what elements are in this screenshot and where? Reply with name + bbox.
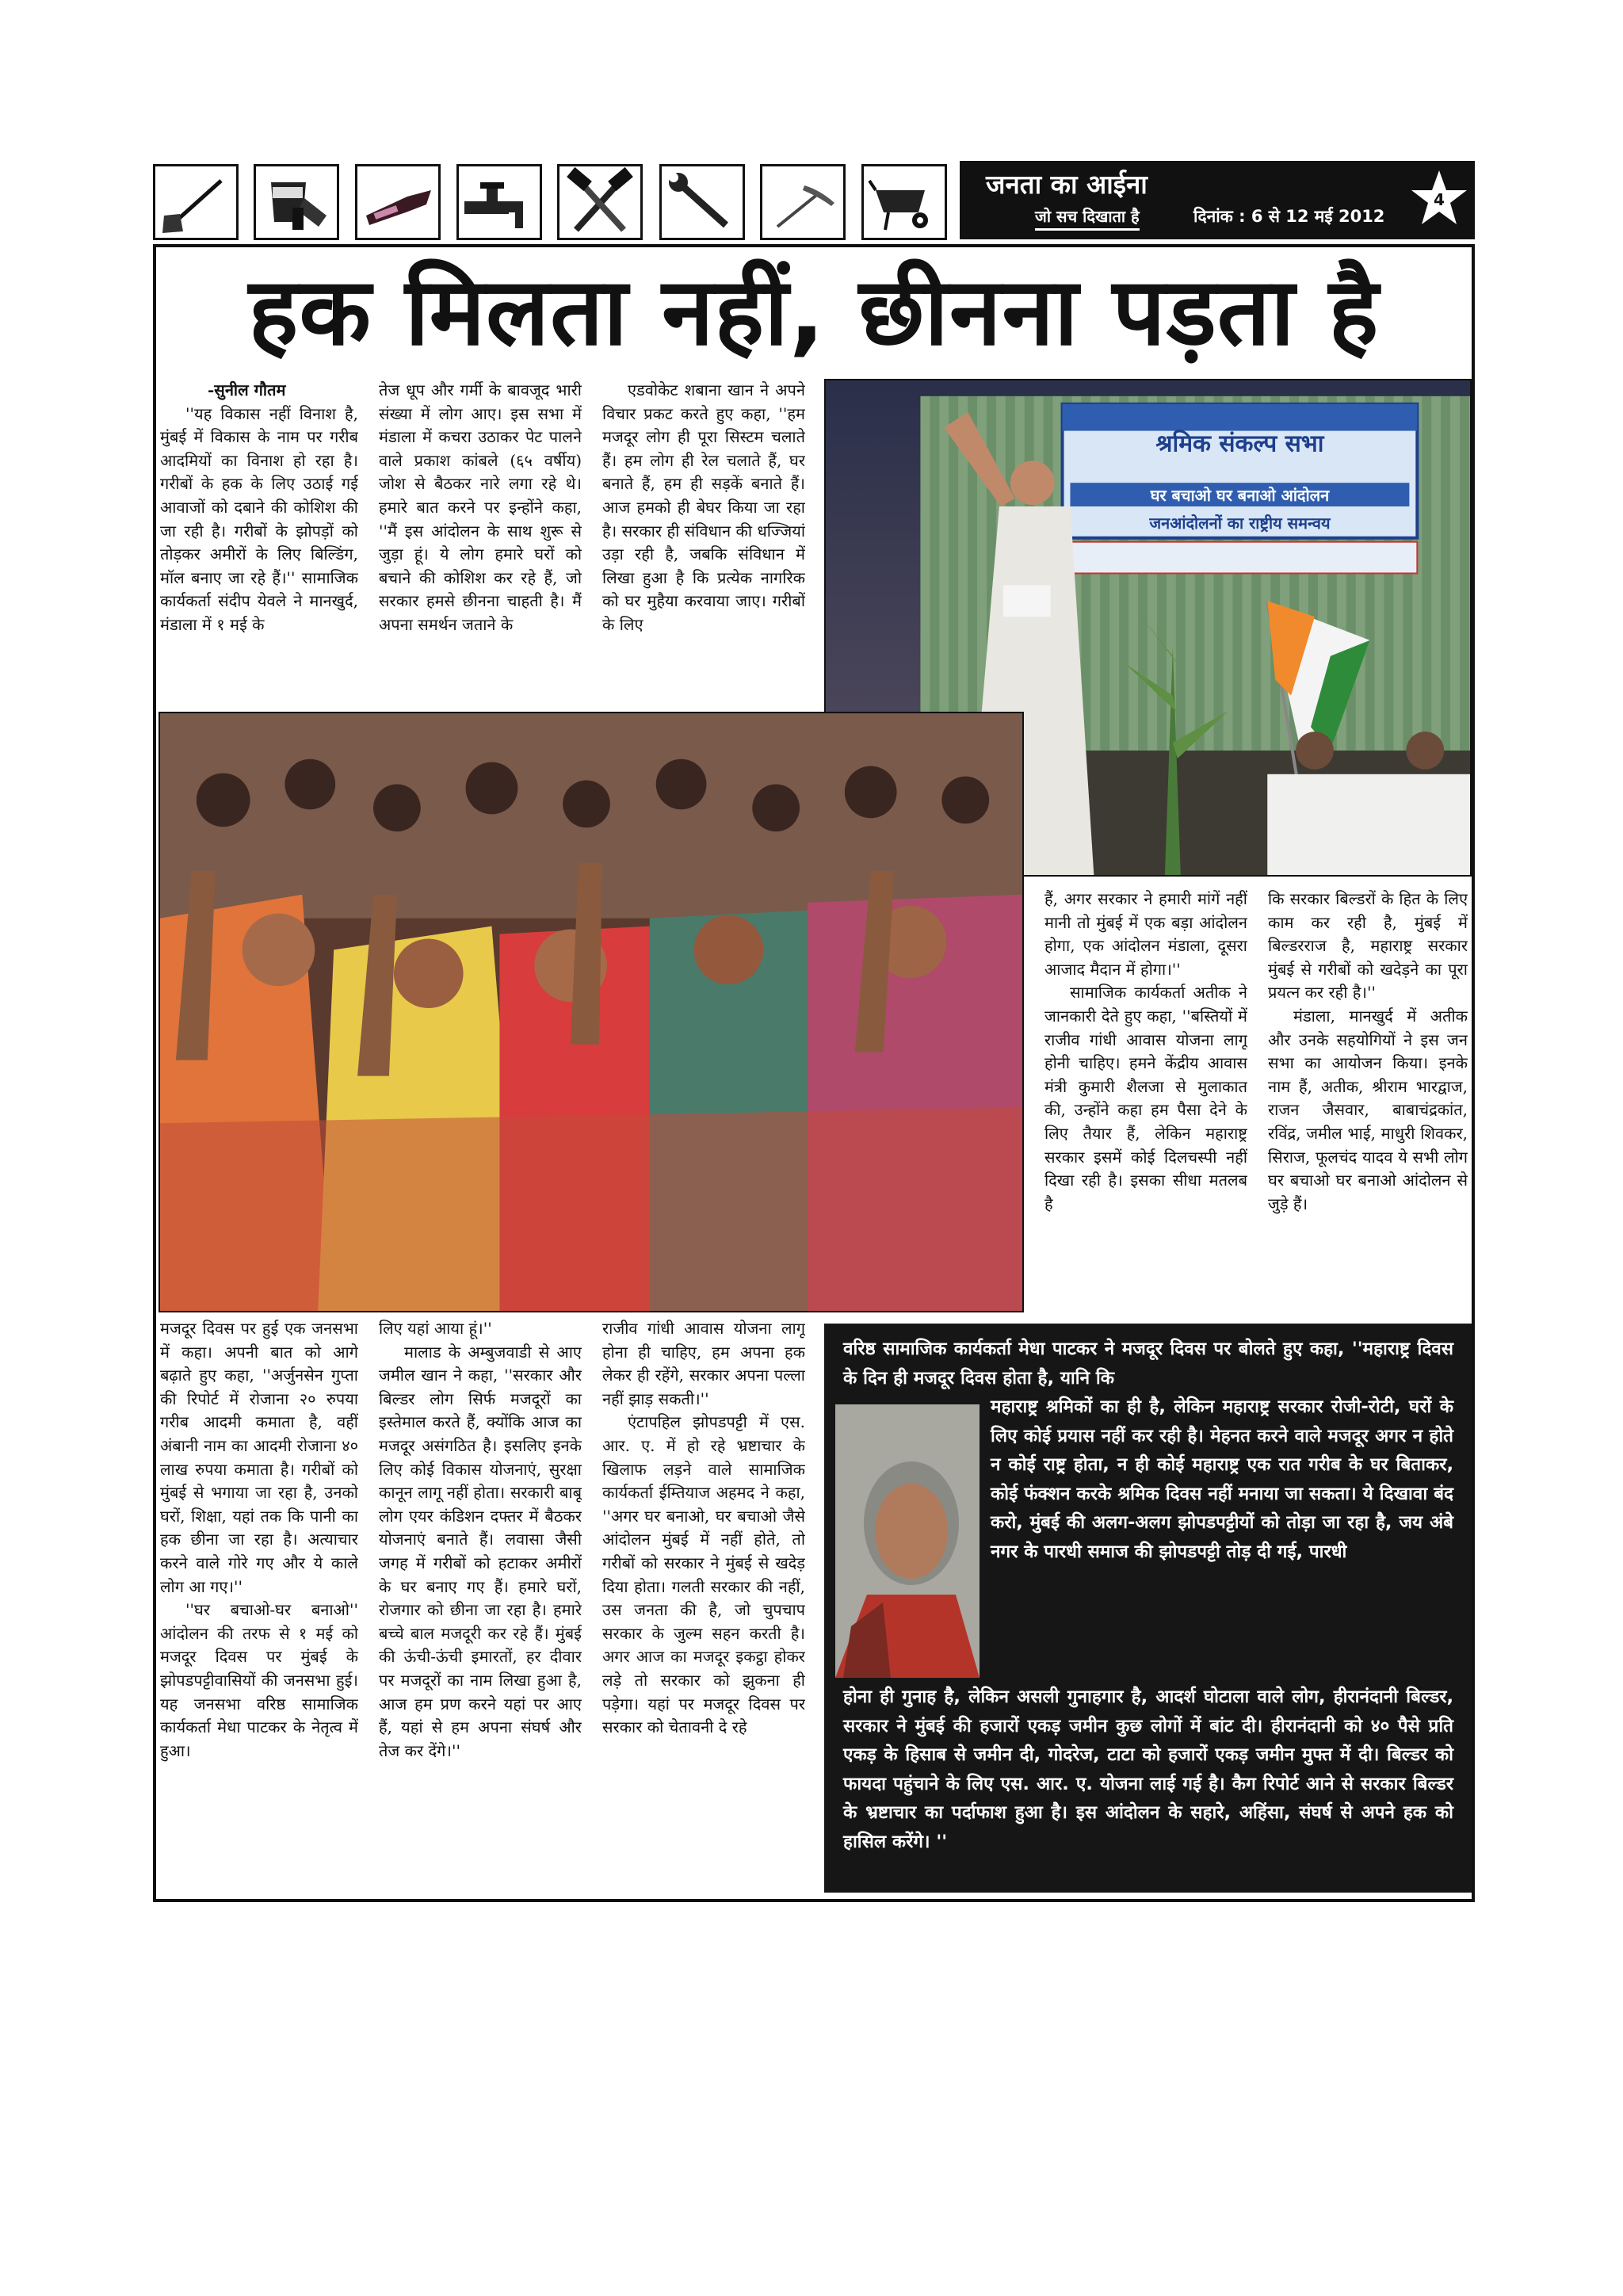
trowel-icon bbox=[355, 164, 441, 240]
quote-side-text: महाराष्ट्र श्रमिकों का ही है, लेकिन महाराष्ट्र सरकार रोजी-रोटी, घरों के लिए कोई प्रयास नहीं कर रही है। मेहनत करने वाले मजदूर अगर न होते न कोई राष्ट्र होता, न ही कोई महाराष्ट्र एक रात गरीब के घर बिताकर, कोई फंक्शन करके श्रमिक दिवस नहीं मनाया जा सकता। ये दिखावा बंद करो, मुंबई की अलग-अलग झोपडपट्टीयों को तोड़ा जा रहा है, जय अंबे नगर के पारधी समाज की झोपडपट्टी तोड़ दी गई, पारधी bbox=[991, 1396, 1453, 1562]
portrait-photo bbox=[835, 1404, 980, 1678]
quote-box bbox=[824, 1324, 1472, 1893]
quote-body: होना ही गुनाह है, लेकिन असली गुनाहगार है, आदर्श घोटाला वाले लोग, हीरानंदानी बिल्डर, सरकार ने मुंबई की हजारों एकड़ जमीन कुछ लोगों में बांट दी। हीरानंदानी को ४० पैसे प्रति एकड़ के हिसाब से जमीन दी, गोदरेज, टाटा को हजारों एकड़ जमीन मुफ्त में दी। बिल्डर को फायदा पहुंचाने के लिए एस. आर. ए. योजना लाई गई है। कैग रिपोर्ट आने से सरकार बिल्डर के भ्रष्टाचार का पर्दाफाश हुआ है। इस आंदोलन के सहारे, अहिंसा, संघर्ष से अपने हक को हासिल करेंगे। '' bbox=[843, 1687, 1453, 1852]
crowd-photo bbox=[158, 712, 1024, 1312]
quote-intro: वरिष्ठ सामाजिक कार्यकर्ता मेधा पाटकर ने मजदूर दिवस पर बोलते हुए कहा, ''महाराष्ट्र दिवस के दिन ही मजदूर दिवस होता है, यानि कि bbox=[843, 1339, 1453, 1389]
paint-bucket-brush-icon bbox=[254, 164, 339, 240]
article-column-3-bottom bbox=[602, 1317, 805, 1892]
byline: -सुनील गौतम bbox=[208, 380, 286, 399]
page-number-star bbox=[1410, 169, 1468, 227]
wheelbarrow-icon bbox=[861, 164, 947, 240]
paragraph: ''यह विकास नहीं विनाश है, मुंबई में विकास के नाम पर गरीब आदमियों का विनाश हो रहा है। गरीबों के हक के लिए उठाई गई आवाजों को दबाने की कोशिश की जा रही है। गरीबों के झोपड़ों को तोड़कर अमीरों के लिए बिल्डिंग, मॉल बनाए जा रहे हैं।'' सामाजिक कार्यकर्ता संदीप येवले ने मानखुर्द, मंडाला में १ मई के bbox=[160, 403, 358, 634]
masthead bbox=[960, 161, 1475, 239]
paragraph: मंडाला, मानखुर्द में अतीक और उनके सहयोगियों ने इस जन सभा का आयोजन किया। इनके नाम हैं, अतीक, श्रीराम भारद्वाज, राजन जैसवार, बाबाचंद्रकांत, रविंद्र, जमील भाई, माधुरी शिवकर, सिराज, फूलचंद यादव ये सभी लोग घर बचाओ घर बनाओ आंदोलन से जुड़े हैं। bbox=[1268, 1006, 1468, 1213]
newspaper-title: जनता का आईना bbox=[986, 169, 1148, 200]
paragraph: हैं, अगर सरकार ने हमारी मांगें नहीं मानी तो मुंबई में एक बड़ा आंदोलन होगा, एक आंदोलन मंडाला, दूसरा आजाद मैदान में होगा।'' bbox=[1044, 889, 1247, 979]
page-number: 4 bbox=[1434, 190, 1445, 209]
paragraph: तेज धूप और गर्मी के बावजूद भारी संख्या में लोग आए। इस सभा में मंडाला में कचरा उठाकर पेट पालने वाले प्रकाश कांबले (६५ वर्षीय) जोश से बैठकर नारे लगा रहे थे। हमारे बात करने पर इन्होंने कहा, ''मैं इस आंदोलन के साथ शुरू से जुड़ा हूं। ये लोग हमारे घरों को बचाने की कोशिश कर रहे हैं, जो सरकार हमसे छीनना चाहती है। मैं अपना समर्थन जताने के bbox=[379, 380, 582, 634]
newspaper-tagline: जो सच दिखाता है bbox=[1035, 205, 1140, 231]
paragraph: एडवोकेट शबाना खान ने अपने विचार प्रकट करते हुए कहा, ''हम मजदूर लोग ही पूरा सिस्टम चलाते हैं। हम लोग ही रेल चलाते हैं, घर बनाते हैं, हम ही सड़कें बनाते हैं। आज हमको ही बेघर किया जा रहा है। सरकार ही संविधान की धज्जियां उड़ा रही है, जबकि संविधान में लिखा हुआ है कि प्रत्येक नागरिक को घर मुहैया करवाया जाए। गरीबों के लिए bbox=[602, 380, 805, 634]
paragraph: ''घर बचाओ-घर बनाओ'' आंदोलन की तरफ से १ मई को मजदूर दिवस पर मुंबई के झोपडपट्टीवासियों की जनसभा हुई। यह जनसभा वरिष्ठ सामाजिक कार्यकर्ता मेधा पाटकर के नेतृत्व में हुआ। bbox=[160, 1600, 358, 1760]
paragraph: लिए यहां आया हूं।'' bbox=[379, 1319, 492, 1338]
paragraph: मालाड के अम्बुजवाडी से आए जमील खान ने कहा, ''सरकार और बिल्डर लोग सिर्फ मजदूरों का इस्तेमाल करते हैं, क्योंकि आज का मजदूर असंगठित है। इसलिए इनके लिए कोई विकास योजनाएं, सुरक्षा कानून लागू नहीं होता। सरकारी बाबू लोग एयर कंडिशन दफ्तर में बैठकर योजनाएं बनाते हैं। लवासा जैसी जगह में गरीबों को हटाकर अमीरों के घर बनाए गए हैं। हमारे घरों, रोजगार को छीना जा रहा है। हमारे बच्चे बाल मजदूरी कर रहे हैं। मुंबई की ऊंची-ऊंची इमारतों, हर दीवार पर मजदूरों का नाम लिखा हुआ है, आज हम प्रण करने यहां पर आए हैं, यहां से हम अपना संघर्ष और तेज कर देंगे।'' bbox=[379, 1342, 582, 1760]
wrench-icon bbox=[659, 164, 745, 240]
paragraph: सामाजिक कार्यकर्ता अतीक ने जानकारी देते हुए कहा, ''बस्तियों में राजीव गांधी आवास योजना लागू होनी चाहिए। हमने केंद्रीय आवास मंत्री कुमारी शैलजा से मुलाकात की, उन्होंने कहा हम पैसा देने के लिए तैयार हैं, लेकिन महाराष्ट्र सरकार इसमें कोई दिलचस्पी नहीं दिखा रही है। इसका सीधा मतलब है bbox=[1044, 983, 1247, 1213]
paragraph: मजदूर दिवस पर हुई एक जनसभा में कहा। अपनी बात को आगे बढ़ाते हुए कहा, ''अर्जुनसेन गुप्ता की रिपोर्ट में रोजाना २० रुपया गरीब आदमी कमाता है, वहीं अंबानी नाम का आदमी रोजाना ४० लाख रुपया कमाता है। गरीबों को मुंबई से भगाया जा रहा है, उनको घरों, शिक्षा, यहां तक कि पानी का हक छीना जा रहा है। अत्याचार करने वाले गोरे गए और ये काले लोग आ गए।'' bbox=[160, 1319, 358, 1596]
banner-subtitle: घर बचाओ घर बनाओ आंदोलन bbox=[1150, 487, 1330, 506]
banner-title: श्रमिक संकल्प सभा bbox=[1155, 430, 1324, 458]
article-column-2-top bbox=[379, 379, 582, 712]
water-tap-icon bbox=[456, 164, 542, 240]
article-column-4-mid bbox=[1044, 888, 1247, 1316]
paragraph: कि सरकार बिल्डरों के हित के लिए काम कर रही है, मुंबई में बिल्डरराज है, महाराष्ट्र सरकार मुंबई से गरीबों को खदेड़ने का पूरा प्रयत्न कर रही है।'' bbox=[1268, 889, 1468, 1003]
article-column-1-top bbox=[160, 379, 358, 712]
article-column-3-top bbox=[602, 379, 805, 712]
paragraph: राजीव गांधी आवास योजना लागू होना ही चाहिए, हम अपना हक लेकर ही रहेंगे, सरकार अपना पल्ला नहीं झाड़ सकती।'' bbox=[602, 1319, 805, 1408]
article-column-2-bottom bbox=[379, 1317, 582, 1892]
article-column-5-mid bbox=[1268, 888, 1468, 1316]
banner-network: जनआंदोलनों का राष्ट्रीय समन्वय bbox=[1149, 514, 1331, 533]
pickaxe-icon bbox=[760, 164, 846, 240]
hoe-icon bbox=[153, 164, 239, 240]
headline: हक मिलता नहीं, छीनना पड़ता है bbox=[248, 257, 1380, 366]
article-column-1-bottom bbox=[160, 1317, 358, 1892]
paragraph: एंटापहिल झोपडपट्टी में एस. आर. ए. में हो रहे भ्रष्टाचार के खिलाफ लड़ने वाले सामाजिक कार्यकर्ता ईम्तियाज अहमद ने कहा, ''अगर घर बनाओ, घर बचाओ जैसे आंदोलन मुंबई में नहीं होते, तो गरीबों को सरकार ने मुंबई से खदेड़ दिया होता। गलती सरकार की नहीं, उस जनता की है, जो चुपचाप सरकार के जुल्म सहन करती है। अगर आज का मजदूर इकट्ठा होकर लड़े तो सरकार को झुकना ही पड़ेगा। यहां पर मजदूर दिवस पर सरकार को चेतावनी दे रहे bbox=[602, 1412, 805, 1737]
issue-date: दिनांक : 6 से 12 मई 2012 bbox=[1193, 207, 1385, 226]
crossed-hammers-icon bbox=[557, 164, 643, 240]
